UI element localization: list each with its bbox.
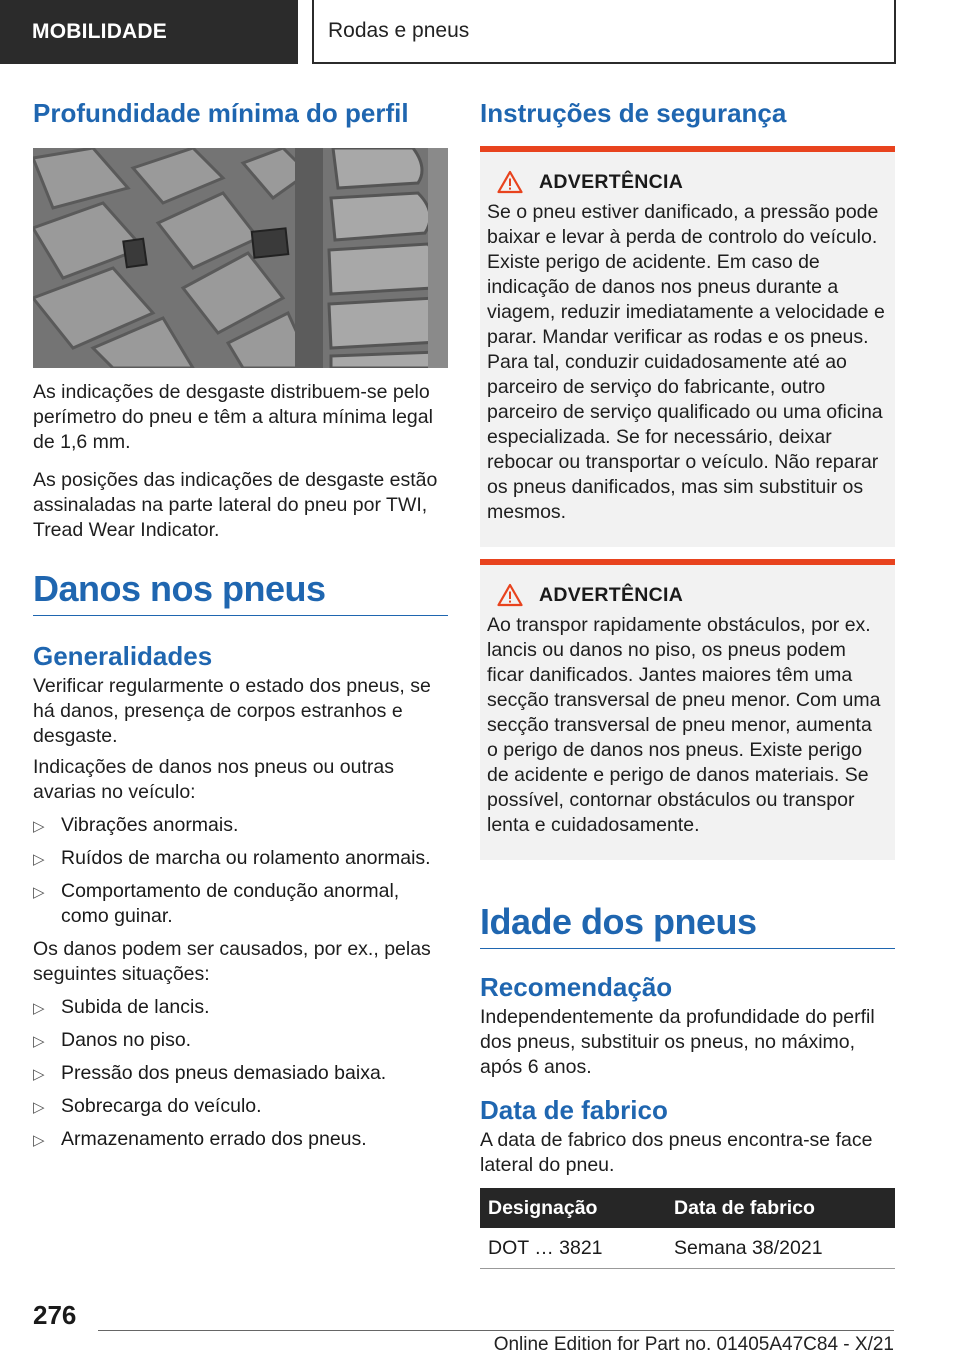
warning-box-2 xyxy=(480,559,895,860)
column-header-data: Data de fabrico xyxy=(666,1188,895,1228)
footer-edition: Online Edition for Part no. 01405A47C84 - X/21 xyxy=(493,1334,894,1355)
tire-tread-illustration xyxy=(33,148,448,368)
heading-idade-rule xyxy=(480,900,895,949)
warning-triangle-icon xyxy=(497,170,523,194)
left-column xyxy=(33,96,448,1160)
triangle-bullet-icon: ▷ xyxy=(33,1033,45,1050)
section-tab: MOBILIDADE xyxy=(0,0,298,64)
warning-title xyxy=(487,170,887,194)
paragraph-recomendacao: Independentemente da profundidade do perfil dos pneus, substituir os pneus, no máximo, após 6 anos. xyxy=(480,1006,875,1078)
list-item: ▷ Pressão dos pneus demasiado baixa. xyxy=(33,1061,448,1086)
heading-generalidades: Generalidades xyxy=(33,641,213,671)
heading-seguranca: Instruções de segurança xyxy=(480,98,787,128)
paragraph-perfil-1: As indicações de desgaste distribuem-se pelo perímetro do pneu e têm a altura mínima legal de 1,6 mm. xyxy=(33,381,433,453)
list-item: ▷ Comportamento de condução anormal, como guinar. xyxy=(33,880,400,927)
warning-text-2: Ao transpor rapidamente obstáculos, por ex. lancis ou danos no piso, os pneus podem ficar danificados. Jantes maiores têm uma secção transversal de pneu menor. Com uma secção transversal de pneu menor, aumenta o perigo de danos nos pneus. Existe perigo de acidente e perigo de danos materiais. Se possível, contornar obstáculos ou transpor lenta e cuidadosamente. xyxy=(487,614,881,836)
triangle-bullet-icon: ▷ xyxy=(33,851,45,868)
heading-idade: Idade dos pneus xyxy=(480,901,757,942)
paragraph-general-3: Os danos podem ser causados, por ex., pelas seguintes situações: xyxy=(33,938,431,985)
list-item: ▷ Vibrações anormais. xyxy=(33,813,448,838)
footer-rule xyxy=(98,1330,894,1331)
right-column xyxy=(480,96,895,1269)
heading-profundidade: Profundidade mínima do perfil xyxy=(33,98,409,128)
warning-label: ADVERTÊNCIA xyxy=(539,583,684,606)
list-item: ▷ Sobrecarga do veículo. xyxy=(33,1094,448,1119)
warning-box-1 xyxy=(480,146,895,547)
list-item: ▷ Ruídos de marcha ou rolamento anormais. xyxy=(33,846,448,871)
list-item: ▷ Armazenamento errado dos pneus. xyxy=(33,1127,448,1152)
triangle-bullet-icon: ▷ xyxy=(33,1132,45,1149)
table-cell: DOT … 3821 xyxy=(480,1228,666,1269)
table-row xyxy=(480,1228,895,1269)
warning-text-1: Se o pneu estiver danificado, a pressão pode baixar e levar à perda de controlo do veículo. Existe perigo de acidente. Em caso de indicação de danos nos pneus durante a viagem, reduzir imediatamente a velocidade e parar. Mandar verificar as rodas e os pneus. Para tal, conduzir cuidadosamente até ao parceiro de serviço do fabricante, outro parceiro de serviço qualificado ou uma oficina especializada. Se for necessário, deixar rebocar ou transportar o veículo. Não reparar os pneus danificados, mas sim substituir os mesmos. xyxy=(487,201,885,523)
triangle-bullet-icon: ▷ xyxy=(33,1099,45,1116)
heading-danos-rule xyxy=(33,567,448,616)
triangle-bullet-icon: ▷ xyxy=(33,818,45,835)
page-header xyxy=(0,0,960,66)
warning-label: ADVERTÊNCIA xyxy=(539,170,684,193)
manufacture-date-table xyxy=(480,1188,895,1269)
warning-triangle-icon xyxy=(497,583,523,607)
paragraph-data-fabrico: A data de fabrico dos pneus encontra-se face lateral do pneu. xyxy=(480,1129,873,1176)
table-header-row xyxy=(480,1188,895,1228)
chapter-title: Rodas e pneus xyxy=(312,0,896,64)
paragraph-general-1: Verificar regularmente o estado dos pneus, se há danos, presença de corpos estranhos e desgaste. xyxy=(33,675,431,747)
list-damage-signs xyxy=(33,813,448,929)
warning-title xyxy=(487,583,887,607)
heading-danos: Danos nos pneus xyxy=(33,568,326,609)
list-damage-causes xyxy=(33,995,448,1152)
column-header-designacao: Designação xyxy=(480,1188,666,1228)
page-number: 276 xyxy=(33,1300,77,1330)
paragraph-perfil-2: As posições das indicações de desgaste estão assinaladas na parte lateral do pneu por TWI, Tread Wear Indicator. xyxy=(33,469,438,541)
tire-tread-image xyxy=(33,148,448,368)
paragraph-general-2: Indicações de danos nos pneus ou outras avarias no veículo: xyxy=(33,756,395,803)
triangle-bullet-icon: ▷ xyxy=(33,1000,45,1017)
list-item: ▷ Danos no piso. xyxy=(33,1028,448,1053)
table-cell: Semana 38/2021 xyxy=(666,1228,895,1269)
heading-data-fabrico: Data de fabrico xyxy=(480,1095,668,1125)
triangle-bullet-icon: ▷ xyxy=(33,884,45,901)
triangle-bullet-icon: ▷ xyxy=(33,1066,45,1083)
heading-recomendacao: Recomendação xyxy=(480,972,673,1002)
list-item: ▷ Subida de lancis. xyxy=(33,995,448,1020)
